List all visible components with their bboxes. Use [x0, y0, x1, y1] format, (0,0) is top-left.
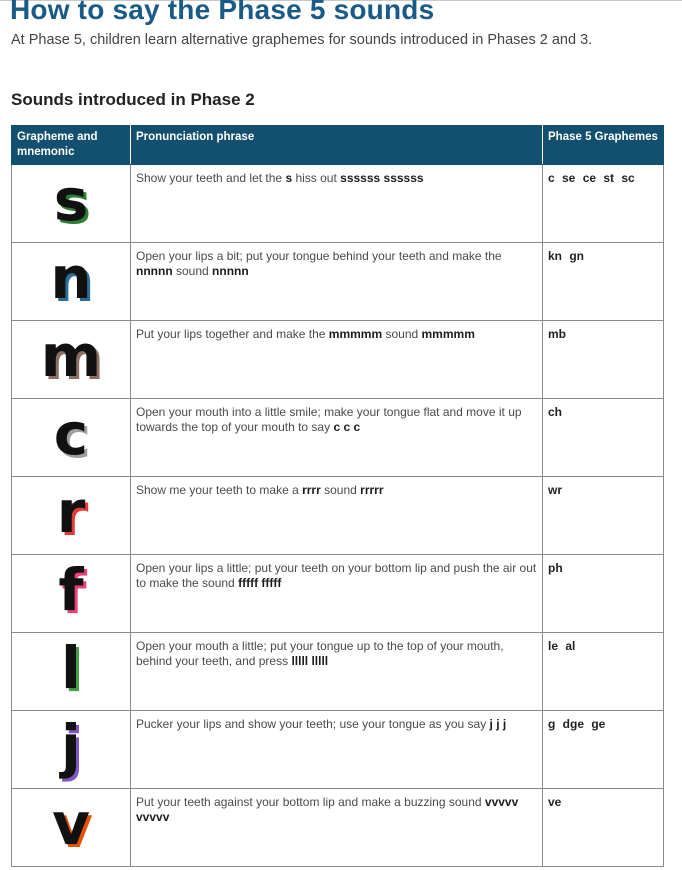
phrase-text: sound [320, 483, 361, 497]
section-heading: Sounds introduced in Phase 2 [11, 90, 255, 109]
pronunciation-cell [131, 477, 543, 555]
phrase-text: Open your lips a bit; put your tongue behind your teeth and make the [136, 249, 502, 263]
rainbow-icon: r [56, 478, 86, 546]
phase5-graphemes-cell: kn gn [543, 243, 664, 321]
cat-icon: c [53, 400, 89, 468]
phase5-graphemes-cell: ve [543, 789, 664, 867]
flamingo-icon: f [58, 556, 84, 624]
phrase-text: Put your lips together and make the [136, 327, 329, 341]
phrase-text: Show your teeth and let the [136, 171, 286, 185]
phrase-text: Show me your teeth to make a [136, 483, 303, 497]
sound-emphasis: fffff fffff [238, 576, 282, 590]
phrase-text: hiss out [292, 171, 341, 185]
phrase-text: Open your mouth a little; put your tongue up to the top of your mouth, behind your teeth, and press [136, 639, 504, 668]
header-pronunciation: Pronunciation phrase [131, 126, 543, 165]
page-subtitle: At Phase 5, children learn alternative graphemes for sounds introduced in Phases 2 and 3. [11, 32, 593, 48]
lollipop-icon: l [61, 634, 81, 702]
grapheme-cell [12, 321, 131, 399]
phrase-text: Put your teeth against your bottom lip and make a buzzing sound [136, 795, 485, 809]
table-row [12, 477, 664, 555]
sound-emphasis: s [285, 171, 293, 185]
sound-emphasis: j j j [489, 717, 507, 731]
phase5-graphemes-cell: ch [543, 399, 664, 477]
table-row [12, 243, 664, 321]
pronunciation-cell [131, 711, 543, 789]
pronunciation-cell [131, 165, 543, 243]
phase-5-sounds-table [11, 125, 664, 867]
mouse-icon: m [40, 322, 102, 390]
pronunciation-cell [131, 399, 543, 477]
sound-emphasis: nnnnn [136, 264, 173, 278]
phrase-text: Open your lips a little; put your teeth on your bottom lip and push the air out to make the sound [136, 561, 537, 590]
header-phase5-graphemes: Phase 5 Graphemes [543, 126, 664, 165]
sound-emphasis: rrrr [302, 483, 321, 497]
pronunciation-cell [131, 321, 543, 399]
phrase-text: Pucker your lips and show your teeth; use your tongue as you say [136, 717, 490, 731]
table-row [12, 555, 664, 633]
grapheme-cell [12, 633, 131, 711]
phrase-text: sound [172, 264, 213, 278]
table-row [12, 789, 664, 867]
table-row [12, 711, 664, 789]
sound-emphasis: c c c [333, 420, 361, 434]
snake-icon: s [53, 166, 89, 234]
sound-emphasis: vvvvv vvvvv [136, 795, 519, 824]
table-row [12, 321, 664, 399]
table-row [12, 165, 664, 243]
grapheme-cell [12, 165, 131, 243]
sound-emphasis: nnnnn [212, 264, 249, 278]
sound-emphasis: rrrrr [360, 483, 384, 497]
sound-emphasis: mmmmm [328, 327, 383, 341]
page-title: How to say the Phase 5 sounds [10, 0, 435, 25]
volcano-icon: v [52, 790, 90, 858]
phrase-text: Open your mouth into a little smile; make your tongue flat and move it up towards the top of your mouth to say [136, 405, 522, 434]
phase5-graphemes-cell: wr [543, 477, 664, 555]
phase5-graphemes-cell: ph [543, 555, 664, 633]
phase5-graphemes-cell: c se ce st sc [543, 165, 664, 243]
table-header-row [12, 126, 664, 165]
pronunciation-cell [131, 555, 543, 633]
table-row [12, 399, 664, 477]
jellyfish-icon: j [61, 712, 81, 780]
grapheme-cell [12, 555, 131, 633]
phase5-graphemes-cell: le al [543, 633, 664, 711]
phrase-text: sound [382, 327, 422, 341]
grapheme-cell [12, 243, 131, 321]
phase5-graphemes-cell: mb [543, 321, 664, 399]
pronunciation-cell [131, 633, 543, 711]
sound-emphasis: ssssss ssssss [340, 171, 424, 185]
table-row [12, 633, 664, 711]
sound-emphasis: mmmmm [421, 327, 475, 341]
grapheme-cell [12, 399, 131, 477]
grapheme-cell [12, 711, 131, 789]
pronunciation-cell [131, 789, 543, 867]
pronunciation-cell [131, 243, 543, 321]
phase5-graphemes-cell: g dge ge [543, 711, 664, 789]
grapheme-cell [12, 789, 131, 867]
sound-emphasis: lllll lllll [291, 654, 329, 668]
grapheme-cell [12, 477, 131, 555]
header-grapheme: Grapheme and mnemonic [12, 126, 131, 165]
net-icon: n [50, 244, 92, 312]
